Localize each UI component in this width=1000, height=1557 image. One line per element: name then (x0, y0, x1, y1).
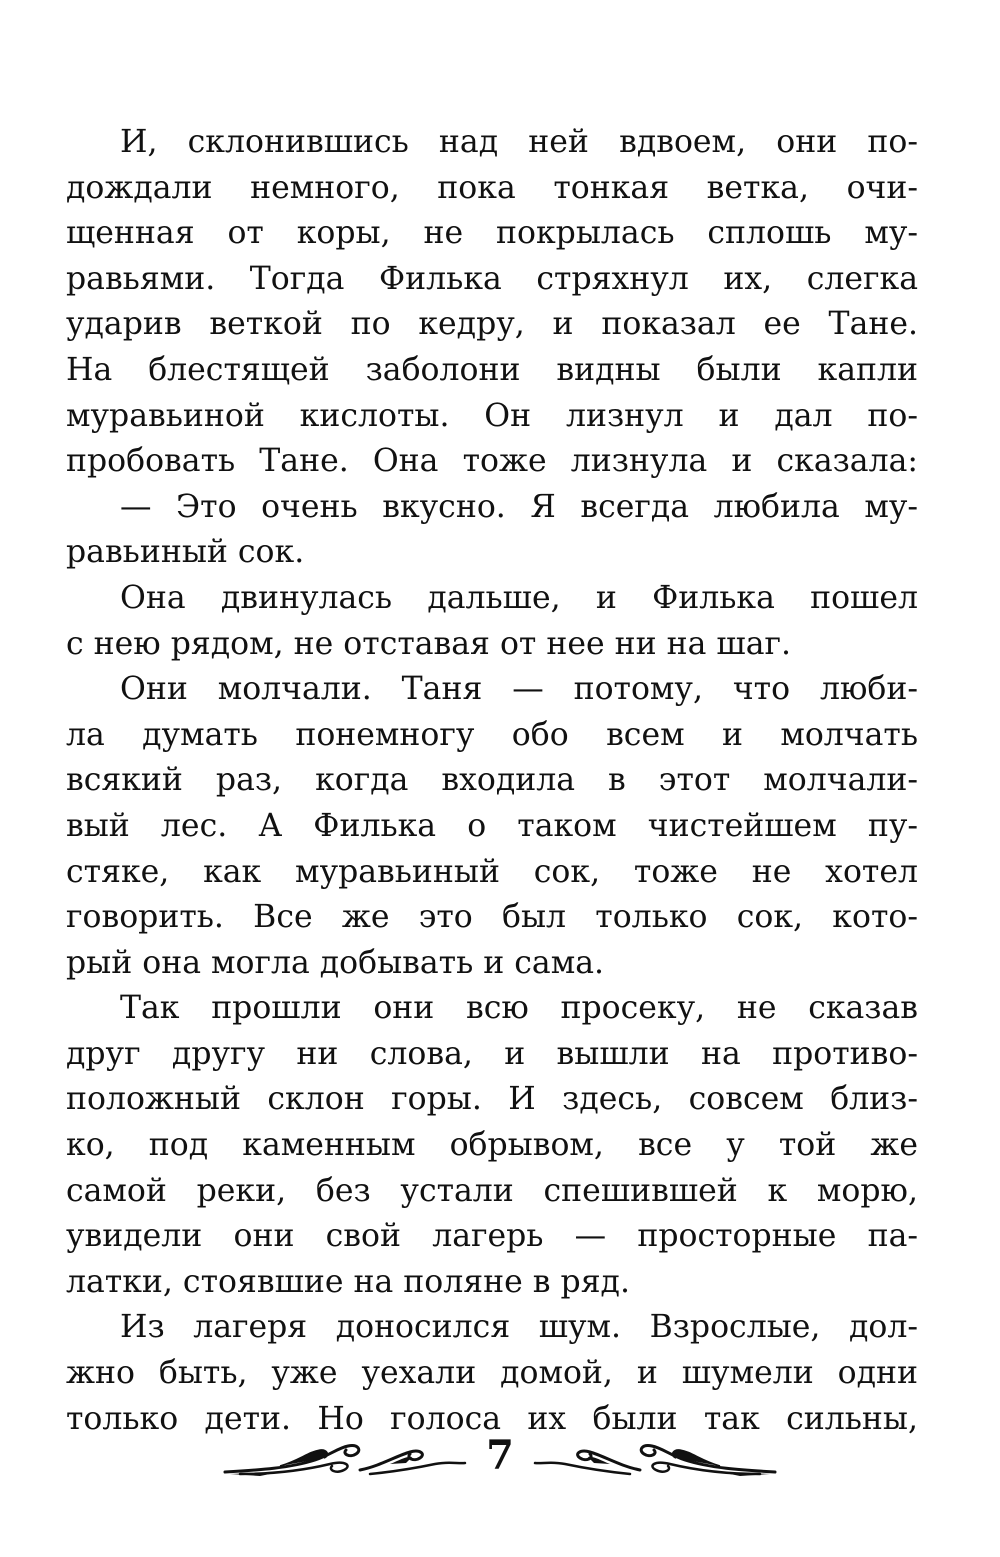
text-line: щенная от коры, не покрылась сплошь му- (66, 215, 918, 252)
text-line: дождали немного, пока тонкая ветка, очи- (66, 169, 918, 206)
text-line: ударив веткой по кедру, и показал ее Тане. (66, 306, 918, 343)
page-number: 7 (486, 1432, 514, 1479)
text-line: только дети. Но голоса их были так сильны, (66, 1400, 918, 1437)
text-line: ко, под каменным обрывом, все у той же (66, 1127, 918, 1164)
text-line: рый она могла добывать и сама. (66, 944, 604, 981)
text-line: На блестящей заболони видны были капли (66, 351, 918, 388)
text-line: всякий раз, когда входила в этот молчали- (66, 762, 918, 799)
text-line: муравьиной кислоты. Он лизнул и дал по- (66, 397, 918, 434)
text-line: Так прошли они всю просеку, не сказав (120, 990, 918, 1027)
text-line: стяке, как муравьиный сок, тоже не хотел (66, 853, 918, 890)
text-line: самой реки, без устали спешившей к морю, (66, 1172, 918, 1209)
text-line: Она двинулась дальше, и Филька пошел (120, 579, 918, 616)
text-line: латки, стоявшие на поляне в ряд. (66, 1263, 630, 1300)
body-text (66, 120, 918, 1442)
text-line: вый лес. А Филька о таком чистейшем пу- (66, 807, 918, 844)
text-line: с нею рядом, не отставая от нее ни на шаг. (66, 625, 792, 662)
text-line: — Это очень вкусно. Я всегда любила му- (120, 488, 918, 525)
text-line: ла думать понемногу обо всем и молчать (66, 716, 918, 753)
text-line: пробовать Тане. Она тоже лизнула и сказала: (66, 443, 918, 480)
text-line: равьями. Тогда Филька стряхнул их, слегка (66, 260, 918, 297)
text-line: И, склонившись над ней вдвоем, они по- (120, 124, 918, 160)
text-line: Из лагеря доносился шум. Взрослые, дол- (120, 1309, 918, 1346)
text-line: говорить. Все же это был только сок, кото- (66, 899, 918, 936)
flourish-ornament-icon (530, 1430, 780, 1490)
text-line: равьиный сок. (66, 534, 305, 571)
page-footer (220, 1430, 780, 1500)
text-line: жно быть, уже уехали домой, и шумели одни (66, 1355, 918, 1392)
text-line: Они молчали. Таня — потому, что люби- (120, 671, 918, 708)
text-line: положный склон горы. И здесь, совсем близ- (66, 1081, 918, 1118)
text-line: увидели они свой лагерь — просторные па- (66, 1218, 918, 1255)
flourish-ornament-icon (220, 1430, 470, 1490)
text-line: друг другу ни слова, и вышли на противо- (66, 1035, 918, 1072)
